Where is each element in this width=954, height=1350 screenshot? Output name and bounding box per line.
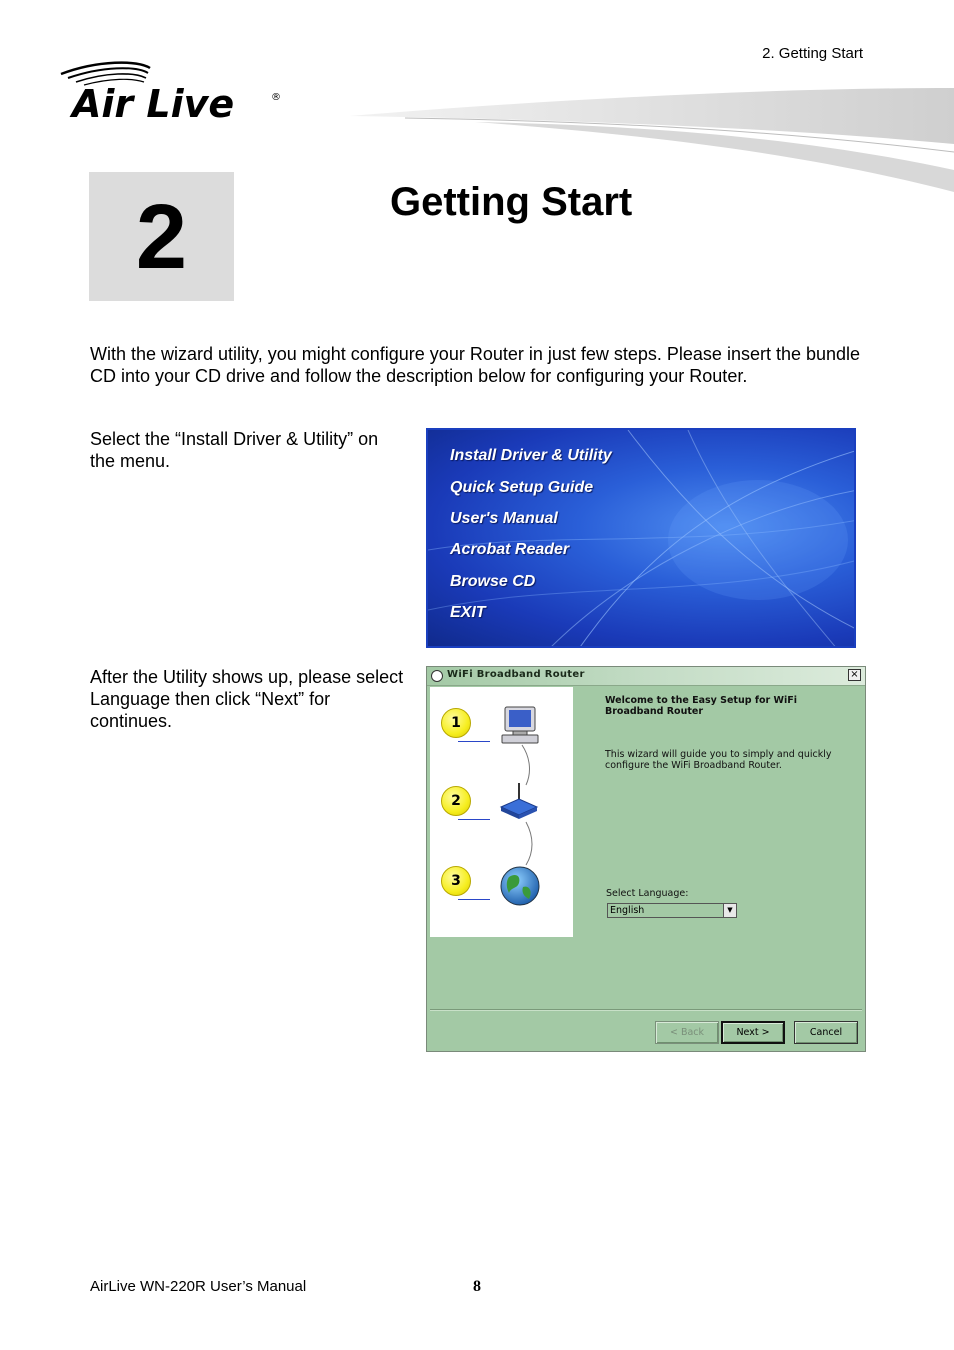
language-select-value: English	[610, 905, 645, 916]
logo-swirl-icon	[58, 58, 288, 124]
cd-menu-exit[interactable]: EXIT	[450, 604, 486, 621]
wizard-app-icon	[431, 670, 443, 682]
setup-wizard-window	[426, 666, 866, 1052]
footer-manual-name: AirLive WN-220R User’s Manual	[90, 1278, 307, 1295]
step-1-underline	[458, 741, 490, 742]
wizard-footer-divider	[430, 1009, 862, 1011]
back-button[interactable]: < Back	[655, 1021, 719, 1044]
cd-menu-install-driver[interactable]: Install Driver & Utility	[450, 447, 612, 464]
router-icon	[497, 779, 541, 823]
cd-menu-users-manual[interactable]: User's Manual	[450, 510, 558, 527]
page-number: 8	[473, 1278, 481, 1295]
computer-icon	[499, 705, 541, 747]
step-3-underline	[458, 899, 490, 900]
cancel-button[interactable]: Cancel	[794, 1021, 858, 1044]
step1-instruction: Select the “Install Driver & Utility” on the menu.	[90, 429, 379, 471]
language-label: Select Language:	[606, 888, 689, 899]
step-3-badge: 3	[441, 866, 471, 896]
header-section-label: 2. Getting Start	[762, 45, 863, 62]
cd-menu-browse-cd[interactable]: Browse CD	[450, 573, 536, 590]
close-icon[interactable]: ×	[848, 669, 861, 681]
wizard-steps-panel	[430, 687, 573, 937]
wizard-description: This wizard will guide you to simply and quickly configure the WiFi Broadband Router.	[605, 749, 832, 771]
step-2-badge: 2	[441, 786, 471, 816]
chevron-down-icon[interactable]: ▼	[723, 904, 736, 917]
wizard-title: WiFi Broadband Router	[447, 669, 585, 680]
step-1-badge: 1	[441, 708, 471, 738]
chapter-title: Getting Start	[390, 180, 633, 224]
wizard-titlebar	[427, 667, 865, 686]
cd-menu-acrobat-reader[interactable]: Acrobat Reader	[450, 541, 570, 558]
chapter-number-box	[89, 172, 234, 301]
step-2-underline	[458, 819, 490, 820]
language-select[interactable]	[607, 903, 737, 918]
next-button[interactable]: Next >	[721, 1021, 785, 1044]
logo-wordmark: Air Live	[72, 82, 235, 124]
chapter-number: 2	[135, 185, 188, 288]
cd-menu-quick-setup-guide[interactable]: Quick Setup Guide	[450, 479, 594, 496]
airlive-logo	[58, 58, 288, 124]
intro-paragraph: With the wizard utility, you might configure your Router in just few steps. Please insert the bundle CD into your CD drive and follow the description below for configuring your Router.	[90, 344, 861, 386]
logo-registered-mark: ®	[271, 92, 281, 103]
globe-icon	[499, 865, 541, 907]
wizard-welcome-heading: Welcome to the Easy Setup for WiFi Broadband Router	[605, 695, 797, 717]
step2-instruction: After the Utility shows up, please select Language then click “Next” for continues.	[90, 667, 404, 731]
cd-autorun-menu	[426, 428, 856, 648]
